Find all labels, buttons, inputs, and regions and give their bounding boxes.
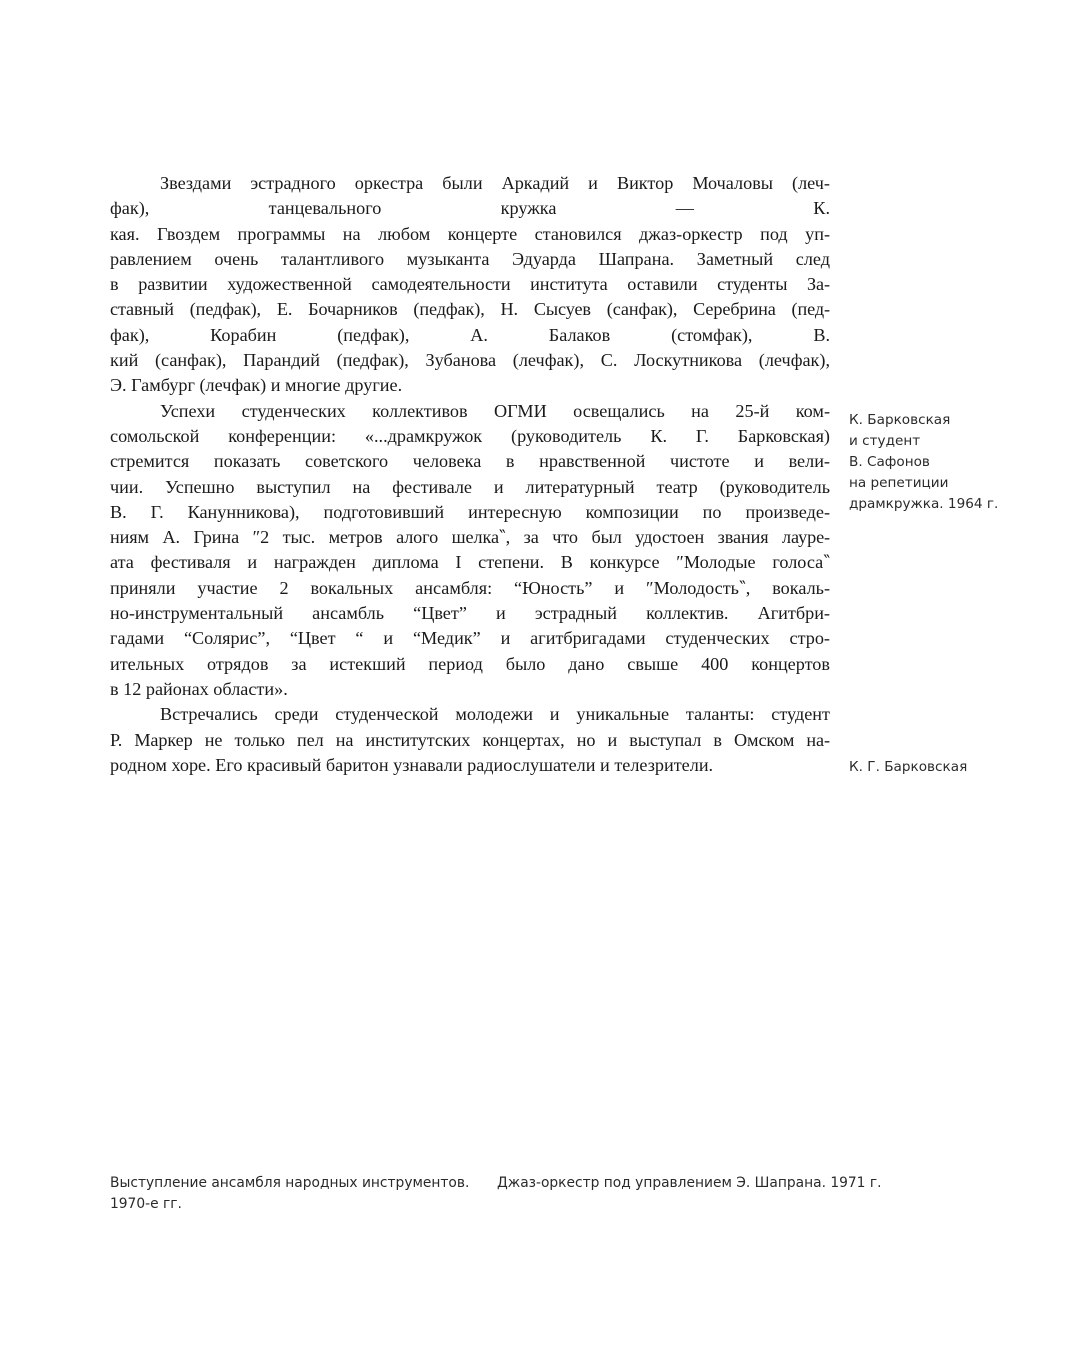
photo-caption-safonov — [849, 410, 998, 515]
text-line: Успехи студенческих коллективов ОГМИ освещались на 25-й ком- — [160, 400, 830, 421]
text-line: В. Г. Канунникова), подготовивший интересную композиции по произведе- — [110, 501, 830, 522]
paragraph-1 — [110, 171, 830, 399]
main-text — [110, 171, 830, 778]
caption-line: 1970-е гг. — [110, 1196, 182, 1212]
text-line: фак), танцевального кружка — К. — [110, 198, 830, 219]
text-line: стремится показать советского человека в нравственной чистоте и вели- — [110, 451, 830, 472]
caption-line: В. Сафонов — [849, 454, 930, 470]
text-line: фак), Корабин (педфак), А. Балаков (стомфак), В. — [110, 324, 830, 345]
caption-line: и студент — [849, 433, 921, 449]
text-line: родном хоре. Его красивый баритон узнавали радиослушатели и телезрители. — [110, 754, 714, 775]
photo-caption-jazz-orchestra: Джаз-оркестр под управлением Э. Шапрана. 1971 г. — [497, 1175, 882, 1191]
paragraph-2 — [110, 399, 830, 703]
caption-line: К. Барковская — [849, 412, 951, 428]
caption-line: на репетиции — [849, 475, 949, 491]
text-line: Р. Маркер не только пел на институтских концертах, но и выступал в Омском на- — [110, 729, 830, 750]
text-line: кая. Гвоздем программы на любом концерте становился джаз-оркестр под уп- — [110, 223, 830, 244]
caption-line: драмкружка. 1964 г. — [849, 496, 999, 512]
photo-caption-ensemble — [110, 1173, 469, 1215]
text-line: Звездами эстрадного оркестра были Аркадий и Виктор Мочаловы (леч- — [160, 173, 830, 193]
text-line: сомольской конференции: «...драмкружок (руководитель К. Г. Барковская) — [110, 425, 830, 446]
text-line: ата фестиваля и награжден диплома I степени. В конкурсе ″Молодые голоса‶ — [110, 552, 830, 573]
text-line: равлением очень талантливого музыканта Эдуарда Шапрана. Заметный след — [110, 248, 830, 269]
caption-line: Выступление ансамбля народных инструментов. — [110, 1175, 470, 1191]
text-line: Э. Гамбург (лечфак) и многие другие. — [110, 375, 403, 396]
text-line: приняли участие 2 вокальных ансамбля: “Юность” и ″Молодость‶, вокаль- — [110, 577, 830, 598]
text-line: ительных отрядов за истекший период было дано свыше 400 концертов — [110, 653, 830, 674]
text-line: в развитии художественной самодеятельности института оставили студенты За- — [110, 274, 830, 295]
text-line: ставный (педфак), Е. Бочарников (педфак), Н. Сысуев (санфак), Серебрина (пед- — [110, 299, 830, 320]
paragraph-3 — [110, 702, 830, 778]
text-line: но-инструментальный ансамбль “Цвет” и эстрадный коллектив. Агитбри- — [110, 603, 830, 624]
text-line: Встречались среди студенческой молодежи и уникальные таланты: студент — [160, 704, 830, 725]
text-line: в 12 районах области». — [110, 678, 288, 699]
text-line: кий (санфак), Парандий (педфак), Зубанова (лечфак), С. Лоскутникова (лечфак), — [110, 350, 830, 371]
text-line: гадами “Солярис”, “Цвет “ и “Медик” и агитбригадами студенческих стро- — [110, 628, 830, 649]
text-line: ниям А. Грина ″2 тыс. метров алого шелка‶, за что был удостоен звания лауре- — [110, 527, 830, 548]
text-line: чии. Успешно выступил на фестивале и литературный театр (руководитель — [110, 476, 830, 497]
photo-caption-barkovskaya: К. Г. Барковская — [849, 759, 968, 775]
